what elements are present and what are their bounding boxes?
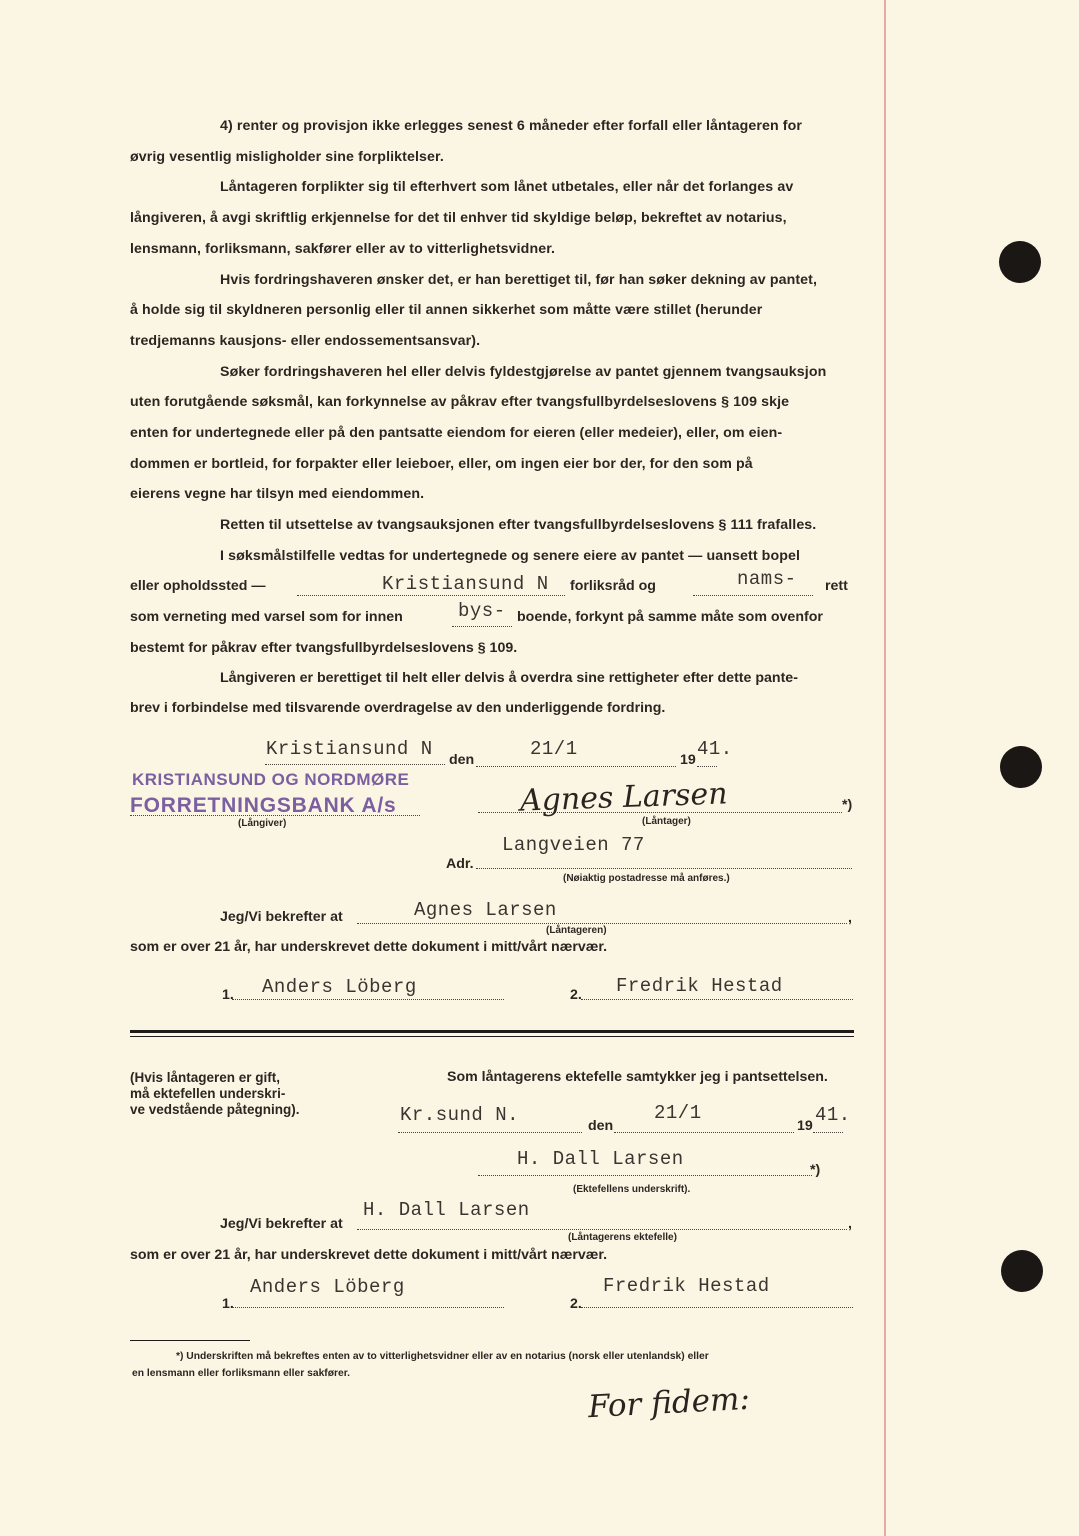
signing-year: 41. (697, 738, 733, 760)
venue-bys: bys- (458, 600, 506, 622)
witnessed-caption: (Låntagerens ektefelle) (568, 1232, 677, 1243)
witness-number: 2. (570, 987, 582, 1003)
fill-line (297, 595, 565, 596)
spouse-signature: H. Dall Larsen (517, 1148, 684, 1170)
adr-label: Adr. (446, 856, 474, 872)
body-line: I søksmålstilfelle vedtas for undertegnede og senere eiere av pantet — uansett bopel (220, 547, 801, 564)
punch-hole (1000, 746, 1042, 788)
punch-hole (1001, 1250, 1043, 1292)
section-rule (130, 1036, 854, 1037)
fill-line (130, 815, 420, 816)
venue-suffix: rett (825, 578, 848, 594)
borrower-signature: Agnes Larsen (519, 776, 729, 819)
fill-line (265, 764, 445, 765)
witnessed-name: Agnes Larsen (414, 899, 557, 921)
body-line: långiveren, å avgi skriftlig erkjennelse for det til enhver tid skyldige beløp, bekreftet av notarius, (130, 210, 787, 227)
fill-line (476, 868, 852, 869)
body-line: eierens vegne har tilsyn med eiendommen. (130, 486, 425, 503)
witness-statement: som er over 21 år, har underskrevet dette dokument i mitt/vårt nærvær. (130, 1247, 608, 1263)
spouse-note: (Hvis låntageren er gift, (130, 1070, 281, 1085)
venue-line3: bestemt for påkrav efter tvangsfullbyrdelseslovens § 109. (130, 640, 518, 656)
footnote-line: en lensmann eller forliksmann eller sakfører. (132, 1368, 351, 1379)
fill-line (398, 1132, 582, 1133)
fill-line (697, 766, 717, 767)
body-line: lensmann, forliksmann, sakfører eller av to vitterlighetsvidner. (130, 240, 556, 257)
section-rule (130, 1030, 854, 1033)
bank-stamp-line1: KRISTIANSUND OG NORDMØRE (132, 770, 410, 789)
fill-line (614, 1132, 794, 1133)
fill-line (357, 1229, 847, 1230)
fill-line (476, 766, 676, 767)
witness-name: Fredrik Hestad (616, 975, 783, 997)
venue-prefix: eller opholdssted — (130, 578, 266, 594)
confirm-label: Jeg/Vi bekrefter at (220, 1216, 343, 1232)
witness-name: Fredrik Hestad (603, 1275, 770, 1297)
comma: , (848, 1216, 852, 1232)
spouse-note: må ektefellen underskri- (130, 1086, 286, 1101)
transfer-line: brev i forbindelse med tilsvarende overdragelse av den underliggende fordring. (130, 700, 666, 716)
footnote-line: *) Underskriften må bekreftes enten av to vitterlighetsvidner eller av en notarius (norsk eller utenlandsk) eller (176, 1351, 709, 1362)
body-line: tredjemanns kausjons- eller endossementsansvar). (130, 332, 481, 349)
signature-star: *) (810, 1162, 821, 1178)
handwritten-note: For fidem: (587, 1380, 751, 1426)
witness-name: Anders Löberg (262, 976, 417, 998)
fill-line (478, 812, 842, 813)
body-line: Retten til utsettelse av tvangsauksjonen efter tvangsfullbyrdelseslovens § 111 frafalles. (220, 517, 817, 534)
fill-line (232, 999, 504, 1000)
fill-line (581, 999, 853, 1000)
body-line: Søker fordringshaveren hel eller delvis fyldestgjørelse av pantet gjennem tvangsauksjon (220, 363, 827, 380)
body-line: øvrig vesentlig misligholder sine forpliktelser. (130, 148, 444, 165)
spouse-date: 21/1 (654, 1102, 702, 1124)
signature-star: *) (842, 797, 853, 813)
body-line: uten forutgående søksmål, kan forkynnelse av påkrav efter tvangsfullbyrdelseslovens § 109 skje (130, 394, 790, 411)
body-line: å holde sig til skyldneren personlig eller til annen sikkerhet som måtte være stillet (herunder (130, 302, 763, 319)
witness-number: 1. (222, 1296, 234, 1312)
punch-hole (999, 241, 1041, 283)
fill-line (452, 626, 512, 627)
fill-line (357, 923, 847, 924)
bank-stamp-line2: FORRETNINGSBANK A/s (130, 794, 397, 817)
fill-line (232, 1307, 504, 1308)
den-label: den (588, 1118, 614, 1134)
confirm-label: Jeg/Vi bekrefter at (220, 909, 343, 925)
transfer-line: Långiveren er berettiget til helt eller delvis å overdra sine rettigheter efter dette pante- (220, 670, 798, 686)
venue-place: Kristiansund N (382, 573, 549, 595)
signing-place: Kristiansund N (266, 738, 433, 760)
borrower-caption: (Låntager) (642, 816, 691, 827)
den-label: den (449, 752, 475, 768)
address-value: Langveien 77 (502, 834, 645, 856)
spouse-note: ve vedstående påtegning). (130, 1102, 300, 1117)
witness-number: 1. (222, 987, 234, 1003)
fill-line (813, 1132, 843, 1133)
spouse-sig-caption: (Ektefellens underskrift). (573, 1184, 691, 1195)
signing-date: 21/1 (530, 738, 578, 760)
body-line: enten for undertegnede eller på den pantsatte eiendom for eieren (eller medeier), eller, om eien- (130, 425, 783, 442)
margin-rule (884, 0, 886, 1536)
body-line: 4) renter og provisjon ikke erlegges senest 6 måneder efter forfall eller låntageren for (220, 118, 803, 134)
witnessed-caption: (Låntageren) (546, 925, 607, 936)
spouse-consent: Som låntagerens ektefelle samtykker jeg i pantsettelsen. (447, 1069, 828, 1085)
fill-line (478, 1175, 812, 1176)
lender-caption: (Långiver) (238, 818, 287, 829)
address-caption: (Nøiaktig postadresse må anføres.) (563, 873, 730, 884)
body-line: Låntageren forplikter sig til efterhvert som lånet utbetales, eller når det forlanges av (220, 179, 794, 196)
witness-number: 2. (570, 1296, 582, 1312)
venue-line2: som verneting med varsel som for innen (130, 609, 403, 625)
comma: , (848, 910, 852, 926)
year-prefix: 19 (680, 752, 696, 768)
spouse-place: Kr.sund N. (400, 1104, 520, 1126)
witness-statement: som er over 21 år, har underskrevet dette dokument i mitt/vårt nærvær. (130, 939, 608, 955)
year-prefix: 19 (797, 1118, 813, 1134)
fill-line (693, 595, 813, 596)
fill-line (581, 1307, 853, 1308)
body-line: Hvis fordringshaveren ønsker det, er han berettiget til, før han søker dekning av pantet, (220, 271, 818, 288)
body-line: dommen er bortleid, for forpakter eller leieboer, eller, om ingen eier bor der, for den som på (130, 455, 753, 472)
witness-name: Anders Löberg (250, 1276, 405, 1298)
venue-mid: forliksråd og (570, 578, 656, 594)
footnote-rule (130, 1340, 250, 1341)
body-text (130, 111, 852, 572)
witnessed-name: H. Dall Larsen (363, 1199, 530, 1221)
venue-court: nams- (737, 568, 797, 590)
venue-line2-suffix: boende, forkynt på samme måte som ovenfor (517, 609, 823, 625)
spouse-year: 41. (815, 1104, 851, 1126)
